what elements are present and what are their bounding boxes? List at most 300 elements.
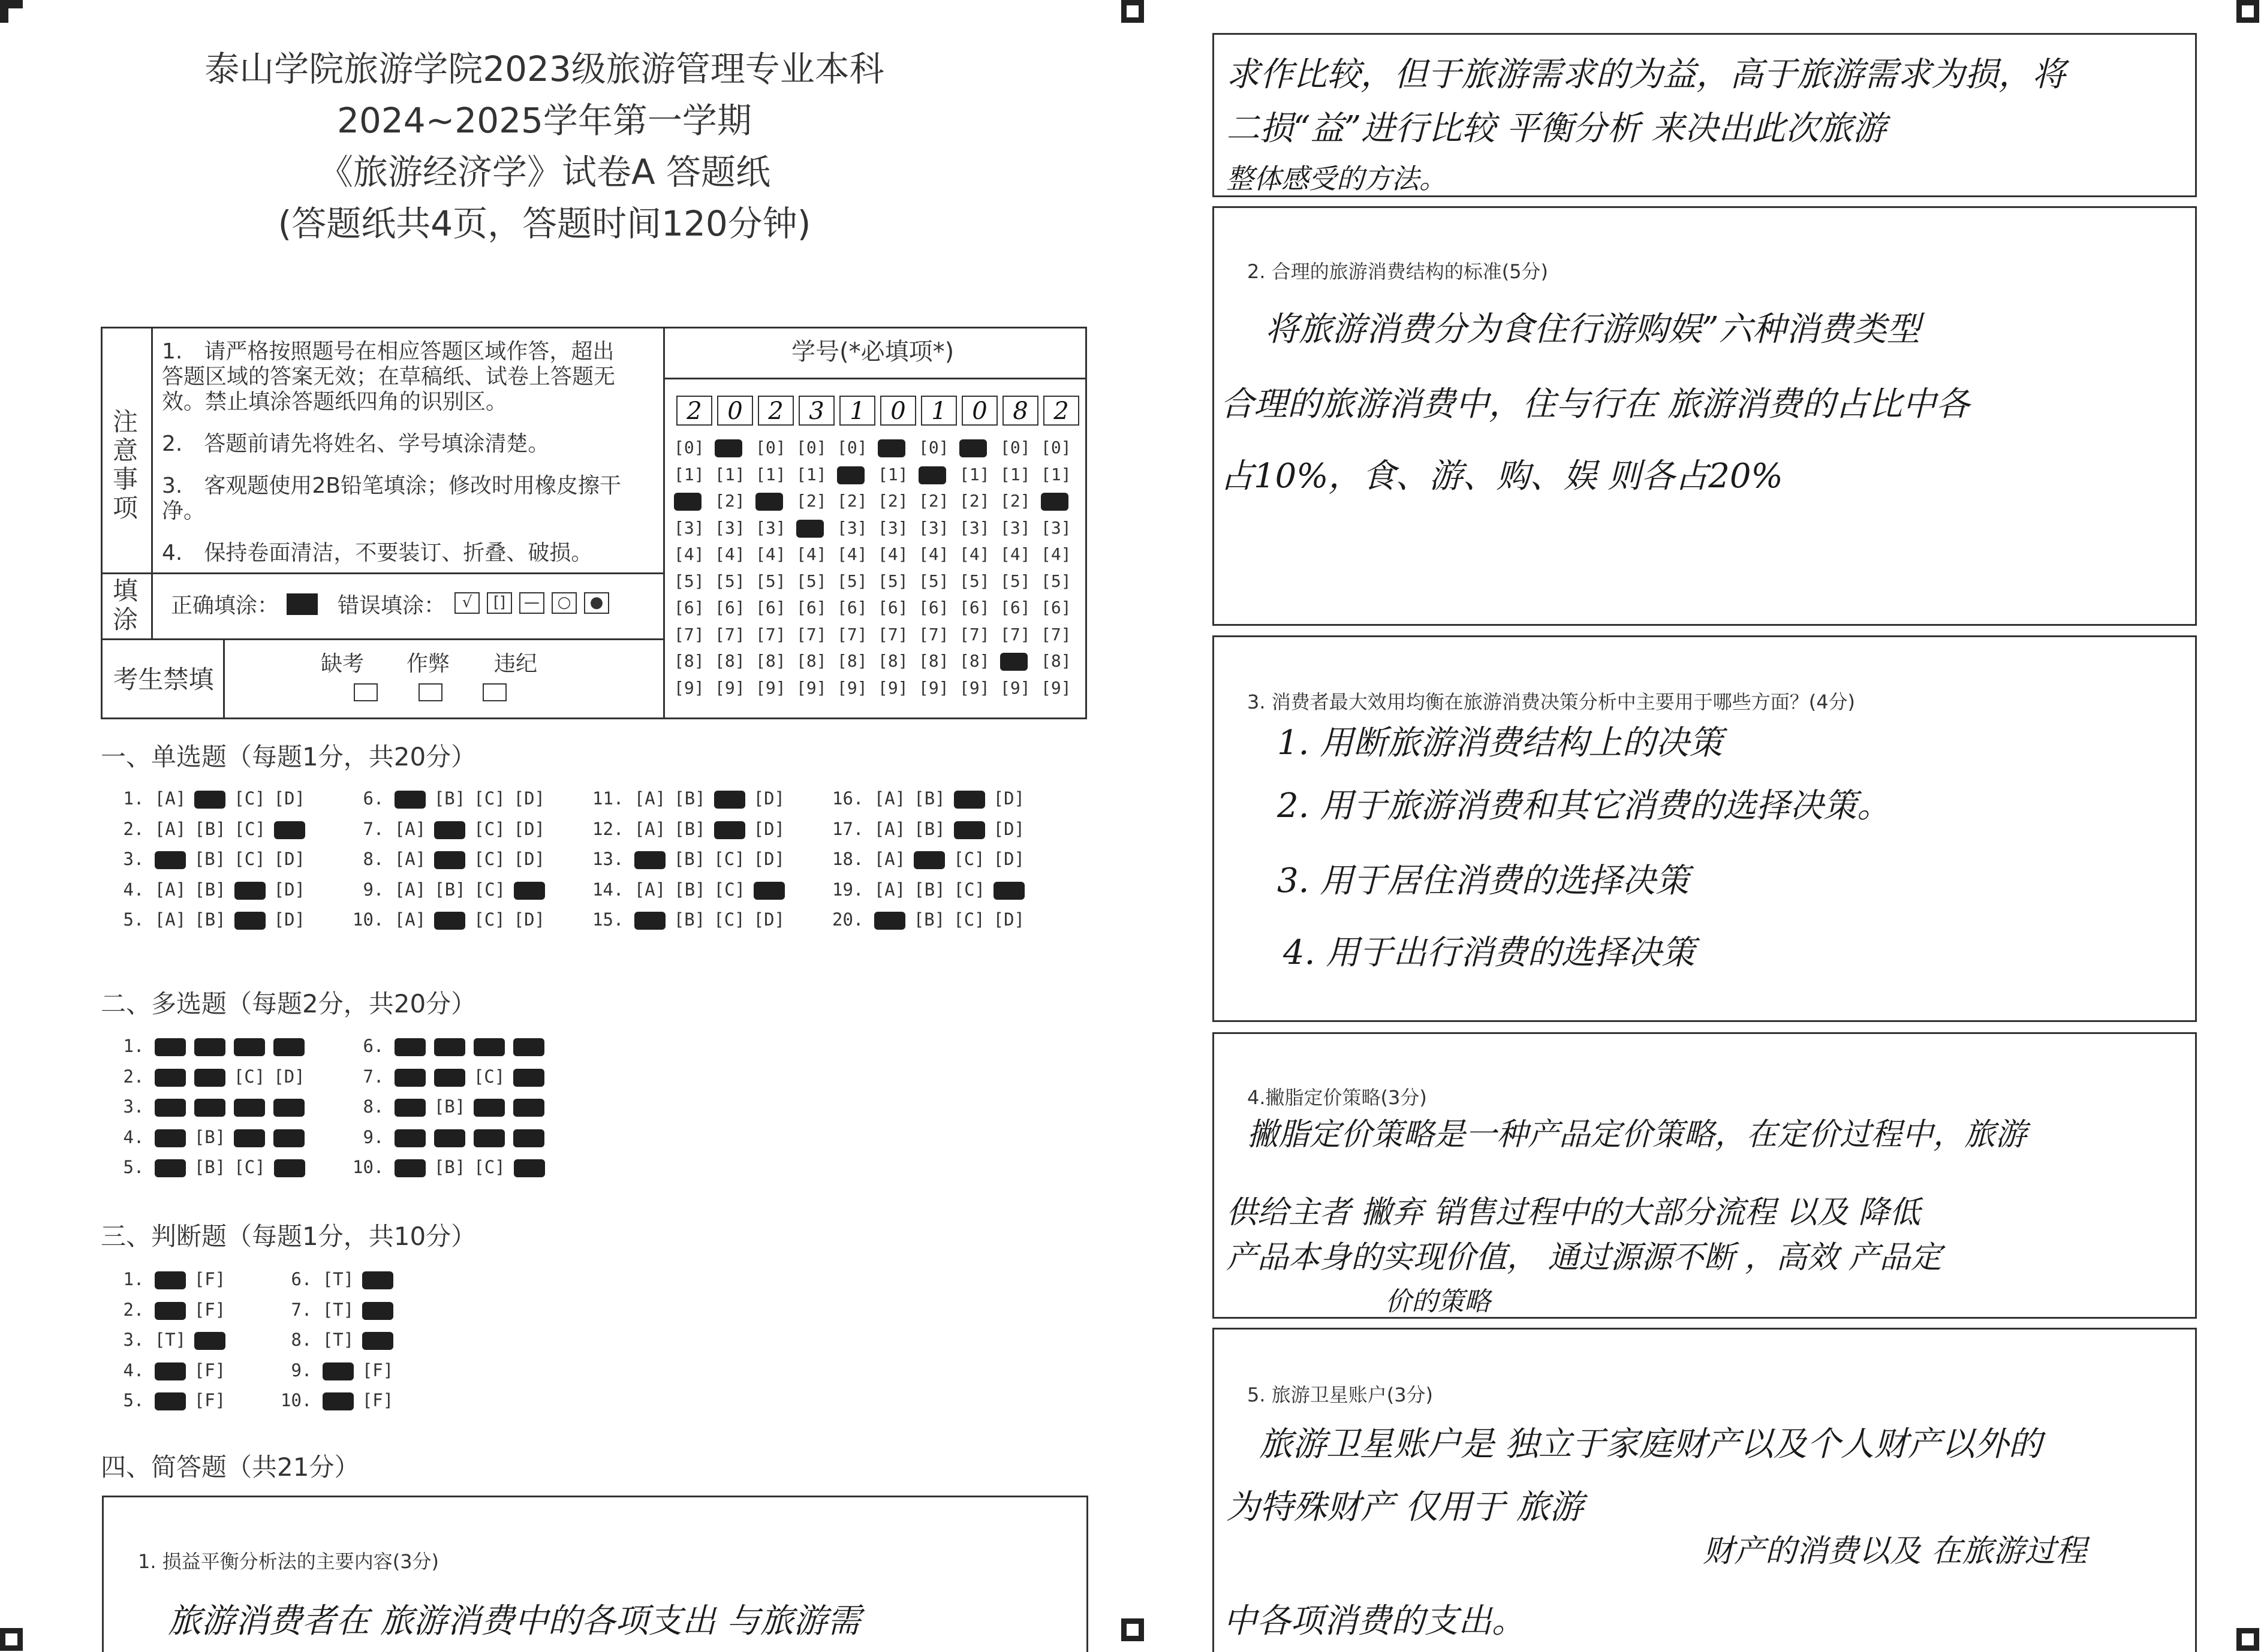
single-choice-bubble[interactable]: [B] (673, 909, 706, 930)
judge-number: 4. (113, 1359, 155, 1380)
multi-choice-bubble[interactable] (194, 1069, 225, 1087)
multi-choice-row (353, 1157, 553, 1177)
multi-choice-bubble[interactable]: [C] (234, 1157, 266, 1177)
student-id-bubble[interactable]: [7] (837, 624, 868, 644)
corner-mark-bottom-left (0, 1628, 23, 1651)
single-choice-bubble[interactable]: [C] (713, 909, 745, 930)
student-id-bubble[interactable]: [1] (755, 464, 786, 484)
multi-choice-bubble[interactable]: [B] (194, 1157, 226, 1177)
judge-bubble[interactable]: [F] (362, 1359, 394, 1380)
multi-choice-bubble[interactable] (395, 1069, 426, 1087)
single-choice-bubble[interactable]: [C] (474, 788, 505, 809)
single-choice-bubble[interactable]: [B] (194, 818, 226, 839)
single-choice-bubble[interactable]: [C] (474, 909, 505, 930)
student-id-bubble[interactable]: [2] (919, 491, 949, 511)
student-id-bubble[interactable]: [6] (715, 598, 745, 617)
student-id-bubble[interactable]: [8] (715, 651, 745, 671)
student-id-bubble[interactable]: [3] (755, 517, 786, 538)
single-choice-number: 11. (592, 788, 634, 809)
single-choice-bubble[interactable]: [D] (753, 788, 785, 809)
multi-choice-bubble[interactable] (513, 1129, 544, 1147)
status-violate-box[interactable] (483, 683, 507, 701)
multi-choice-number: 4. (113, 1126, 155, 1147)
student-id-bubble[interactable]: [5] (796, 571, 827, 591)
student-id-bubble[interactable]: [8] (755, 651, 786, 671)
single-choice-bubble[interactable]: [C] (234, 818, 266, 839)
student-id-bubble[interactable]: [3] (674, 517, 705, 538)
single-choice-bubble[interactable] (234, 912, 266, 930)
judge-bubble[interactable]: [F] (194, 1359, 226, 1380)
single-choice-number: 3. (113, 849, 155, 869)
student-id-bubble[interactable]: [8] (1041, 651, 1071, 671)
student-id-bubble[interactable]: [4] (878, 544, 908, 564)
single-choice-bubble[interactable]: [A] (154, 879, 186, 900)
single-choice-bubble[interactable]: [A] (634, 879, 666, 900)
student-id-bubble[interactable]: [5] (878, 571, 908, 591)
judge-number: 8. (281, 1330, 323, 1350)
student-id-bubble[interactable]: [0] (1041, 438, 1071, 457)
single-choice-row (113, 819, 314, 839)
student-id-bubble[interactable]: [3] (959, 517, 990, 538)
single-choice-bubble[interactable]: [D] (753, 909, 785, 930)
student-id-bubble[interactable] (715, 438, 742, 457)
single-choice-bubble[interactable]: [D] (993, 788, 1025, 809)
multi-choice-bubble[interactable] (513, 1099, 544, 1117)
single-choice-bubble[interactable]: [A] (154, 909, 186, 930)
multi-choice-bubble[interactable]: [C] (474, 1157, 505, 1177)
student-id-bubble[interactable]: [0] (755, 438, 786, 457)
student-id-bubble[interactable] (796, 518, 824, 538)
student-id-bubble[interactable]: [7] (1041, 624, 1071, 644)
single-choice-bubble[interactable] (993, 882, 1025, 900)
single-choice-number: 8. (353, 849, 395, 869)
judge-bubble[interactable] (362, 1302, 393, 1320)
single-choice-bubble[interactable] (954, 791, 985, 809)
student-id-bubble[interactable]: [2] (715, 491, 745, 511)
single-choice-number: 4. (113, 879, 155, 900)
student-id-bubble[interactable]: [6] (919, 598, 949, 617)
judge-number: 9. (281, 1359, 323, 1380)
single-choice-bubble[interactable] (714, 821, 745, 839)
student-id-bubble[interactable]: [2] (959, 491, 990, 511)
single-choice-row (592, 819, 793, 839)
student-id-bubble[interactable] (837, 465, 865, 484)
student-id-bubble[interactable]: [4] (959, 544, 990, 564)
student-id-bubble[interactable]: [7] (796, 624, 827, 644)
wrong-check-mark: √ (454, 592, 480, 614)
multi-choice-bubble[interactable] (274, 1159, 305, 1177)
judge-bubble[interactable]: [T] (322, 1299, 354, 1320)
multi-choice-number: 8. (353, 1096, 395, 1117)
single-choice-bubble[interactable]: [A] (394, 909, 426, 930)
single-choice-bubble[interactable]: [D] (273, 879, 306, 900)
multi-choice-bubble[interactable] (395, 1099, 426, 1117)
multi-choice-bubble[interactable] (513, 1069, 544, 1087)
multi-choice-bubble[interactable] (395, 1129, 426, 1147)
multi-choice-bubble[interactable] (273, 1038, 305, 1056)
student-id-bubble[interactable]: [6] (878, 598, 908, 617)
single-choice-bubble[interactable]: [A] (394, 818, 426, 839)
status-cheat-box[interactable] (419, 683, 442, 701)
multi-choice-bubble[interactable] (273, 1129, 305, 1147)
multi-choice-bubble[interactable] (513, 1038, 544, 1056)
multi-choice-number: 10. (353, 1157, 395, 1177)
student-id-bubble[interactable]: [3] (1000, 517, 1031, 538)
student-id-bubble[interactable]: [7] (674, 624, 705, 644)
multi-choice-row (353, 1036, 553, 1056)
multi-choice-bubble[interactable] (155, 1069, 186, 1087)
multi-choice-bubble[interactable]: [B] (194, 1126, 226, 1147)
student-id-bubble[interactable]: [1] (674, 464, 705, 484)
single-choice-bubble[interactable]: [B] (914, 818, 946, 839)
single-choice-bubble[interactable]: [B] (674, 788, 706, 809)
student-id-bubble[interactable]: [7] (878, 624, 908, 644)
student-id-bubble[interactable]: [7] (715, 624, 745, 644)
student-id-bubble[interactable]: [9] (959, 677, 990, 698)
single-choice-bubble[interactable]: [A] (154, 818, 186, 839)
single-choice-bubble[interactable] (634, 912, 666, 930)
single-choice-bubble[interactable]: [D] (513, 909, 546, 930)
student-id-bubble[interactable]: [4] (837, 544, 868, 564)
single-choice-bubble[interactable] (434, 821, 465, 839)
single-choice-bubble[interactable]: [C] (234, 788, 266, 809)
multi-choice-bubble[interactable] (155, 1099, 186, 1117)
single-choice-bubble[interactable]: [D] (513, 788, 546, 809)
single-choice-bubble[interactable]: [D] (993, 909, 1025, 930)
student-id-bubble[interactable]: [1] (1000, 464, 1031, 484)
single-choice-number: 14. (592, 879, 634, 900)
multi-choice-bubble[interactable] (273, 1099, 305, 1117)
single-choice-bubble[interactable]: [C] (713, 879, 746, 900)
student-id-bubble[interactable]: [4] (796, 544, 827, 564)
multi-choice-bubble[interactable] (474, 1129, 505, 1147)
single-choice-bubble[interactable] (434, 851, 465, 869)
student-id-bubble[interactable]: [0] (674, 438, 705, 457)
single-choice-bubble[interactable]: [D] (753, 818, 785, 839)
student-id-bubble[interactable] (1041, 491, 1068, 511)
student-id-bubble[interactable]: [6] (755, 598, 786, 617)
judge-bubble[interactable]: [T] (322, 1330, 354, 1350)
single-choice-bubble[interactable]: [A] (394, 879, 426, 900)
q1-prompt: 1. 损益平衡分析法的主要内容(3分) (138, 1550, 439, 1573)
student-id-bubble[interactable] (878, 438, 905, 457)
single-choice-bubble[interactable]: [D] (273, 849, 306, 869)
student-id-bubble[interactable]: [5] (755, 571, 786, 591)
fill-correct-sample (287, 593, 318, 615)
single-choice-bubble[interactable]: [A] (874, 849, 906, 869)
student-id-bubble[interactable]: [9] (796, 677, 827, 698)
student-id-digit: 1 (839, 396, 875, 426)
single-choice-bubble[interactable]: [C] (474, 879, 506, 900)
notice-item-4: 4. 保持卷面清洁，不要装订、折叠、破损。 (162, 541, 593, 565)
single-choice-bubble[interactable]: [A] (394, 849, 426, 869)
single-choice-row (832, 788, 1033, 809)
multi-choice-row (113, 1066, 314, 1087)
single-choice-bubble[interactable] (274, 821, 305, 839)
multi-choice-bubble[interactable] (434, 1038, 465, 1056)
student-id-bubble[interactable]: [1] (959, 464, 990, 484)
judge-bubble[interactable]: [T] (322, 1269, 354, 1289)
single-choice-bubble[interactable]: [C] (953, 879, 986, 900)
single-choice-bubble[interactable]: [A] (874, 788, 906, 809)
student-id-bubble[interactable]: [2] (1000, 491, 1031, 511)
judge-number: 5. (113, 1390, 155, 1410)
single-choice-bubble[interactable] (155, 851, 186, 869)
multi-choice-bubble[interactable] (395, 1159, 426, 1177)
single-choice-heading: 一、单选题（每题1分，共20分） (101, 742, 477, 771)
judge-row (281, 1300, 402, 1320)
student-id-bubble[interactable]: [7] (755, 624, 786, 644)
student-id-bubble[interactable]: [9] (755, 677, 786, 698)
student-id-bubble[interactable]: [9] (674, 677, 705, 698)
student-id-bubble[interactable]: [2] (878, 491, 908, 511)
single-choice-bubble[interactable]: [D] (753, 849, 785, 869)
single-choice-bubble[interactable]: [D] (513, 849, 546, 869)
single-choice-bubble[interactable]: [B] (194, 909, 226, 930)
student-id-bubble[interactable]: [1] (715, 464, 745, 484)
student-id-bubble[interactable]: [3] (878, 517, 908, 538)
student-id-bubble[interactable]: [1] (796, 464, 827, 484)
multi-choice-bubble[interactable] (194, 1099, 225, 1117)
q3-answer-line-4: 4. 用于出行消费的选择决策 (1283, 933, 1696, 972)
q3-answer-line-2: 2. 用于旅游消费和其它消费的选择决策。 (1277, 786, 1891, 825)
multi-choice-bubble[interactable] (155, 1038, 186, 1056)
single-choice-bubble[interactable]: [A] (874, 879, 906, 900)
student-id-bubble[interactable]: [7] (959, 624, 990, 644)
student-id-bubble[interactable]: [4] (715, 544, 745, 564)
student-id-bubble[interactable]: [4] (1000, 544, 1031, 564)
single-choice-bubble[interactable]: [B] (913, 909, 946, 930)
student-id-bubble[interactable]: [8] (919, 651, 949, 671)
single-choice-bubble[interactable] (634, 851, 666, 869)
multi-choice-bubble[interactable]: [C] (473, 1066, 505, 1087)
student-id-bubble[interactable]: [9] (919, 677, 949, 698)
student-id-bubble[interactable]: [6] (1000, 598, 1031, 617)
student-id-bubble[interactable]: [8] (837, 651, 868, 671)
judge-bubble[interactable] (323, 1392, 354, 1410)
single-choice-bubble[interactable]: [A] (634, 818, 666, 839)
multi-choice-bubble[interactable] (395, 1038, 426, 1056)
single-choice-bubble[interactable] (954, 821, 985, 839)
student-id-bubble[interactable]: [3] (919, 517, 949, 538)
single-choice-bubble[interactable]: [C] (953, 849, 985, 869)
multi-choice-bubble[interactable] (234, 1129, 265, 1147)
status-absent-box[interactable] (354, 683, 378, 701)
single-choice-bubble[interactable]: [D] (513, 818, 546, 839)
student-id-bubble[interactable]: [8] (796, 651, 827, 671)
student-id-bubble[interactable]: [2] (837, 491, 868, 511)
single-choice-number: 1. (113, 788, 155, 809)
judge-bubble[interactable] (155, 1392, 186, 1410)
student-id-bubble[interactable]: [6] (1041, 598, 1071, 617)
judge-bubble[interactable] (155, 1271, 186, 1289)
judge-bubble[interactable]: [F] (362, 1390, 394, 1410)
multi-choice-bubble[interactable]: [B] (433, 1096, 466, 1117)
judge-bubble[interactable]: [T] (154, 1330, 186, 1350)
student-id-bubble[interactable]: [2] (796, 491, 827, 511)
judge-number: 10. (281, 1390, 323, 1410)
student-id-bubble[interactable]: [6] (674, 598, 705, 617)
single-choice-bubble[interactable]: [C] (474, 818, 505, 839)
single-choice-bubble[interactable]: [B] (914, 788, 946, 809)
student-id-bubble[interactable]: [5] (715, 571, 745, 591)
student-id-bubble[interactable]: [3] (1041, 517, 1071, 538)
multi-choice-bubble[interactable] (155, 1129, 186, 1147)
single-choice-bubble[interactable] (434, 912, 465, 930)
judge-bubble[interactable]: [F] (194, 1269, 226, 1289)
q5-answer-line-2: 为特殊财产 仅用于 旅游 (1226, 1488, 1583, 1527)
single-choice-number: 2. (113, 818, 155, 839)
multi-choice-bubble[interactable]: [C] (233, 1066, 266, 1087)
student-id-bubble[interactable] (674, 491, 702, 511)
single-choice-bubble[interactable]: [A] (874, 818, 906, 839)
single-choice-bubble[interactable]: [A] (634, 788, 666, 809)
judge-bubble[interactable]: [F] (194, 1390, 226, 1410)
multi-choice-bubble[interactable] (234, 1038, 265, 1056)
student-id-digit: 2 (758, 396, 794, 426)
student-id-bubble[interactable]: [5] (919, 571, 949, 591)
judge-bubble[interactable]: [F] (194, 1299, 226, 1320)
student-id-bubble[interactable]: [9] (1041, 677, 1071, 698)
student-id-bubble[interactable]: [1] (878, 464, 908, 484)
judge-bubble[interactable] (362, 1271, 393, 1289)
multi-choice-bubble[interactable] (474, 1099, 505, 1117)
single-choice-bubble[interactable] (234, 882, 266, 900)
multi-choice-bubble[interactable] (434, 1129, 465, 1147)
student-id-bubble[interactable]: [5] (1000, 571, 1031, 591)
student-id-bubble[interactable]: [1] (1041, 464, 1071, 484)
student-id-bubble[interactable]: [8] (674, 651, 705, 671)
single-choice-bubble[interactable]: [C] (713, 849, 745, 869)
single-choice-bubble[interactable]: [D] (993, 849, 1025, 869)
corner-mark-top-middle (1121, 0, 1144, 23)
student-id-bubble[interactable]: [8] (878, 651, 908, 671)
single-choice-bubble[interactable]: [D] (993, 818, 1025, 839)
single-choice-bubble[interactable] (914, 851, 945, 869)
student-id-bubble[interactable] (755, 491, 783, 511)
single-choice-bubble[interactable] (514, 882, 545, 900)
judge-bubble[interactable] (155, 1302, 186, 1320)
multi-choice-bubble[interactable] (194, 1038, 225, 1056)
single-choice-number: 5. (113, 909, 155, 930)
single-choice-bubble[interactable]: [B] (914, 879, 946, 900)
q2-answer-line-1: 将旅游消费分为食住行游购娱”六种消费类型 (1265, 310, 1920, 349)
student-id-bubble[interactable]: [0] (837, 438, 868, 457)
corner-mark-top-right (2236, 0, 2259, 23)
notice-item-3: 3. 客观题使用2B铅笔填涂；修改时用橡皮擦干净。 (162, 474, 621, 523)
single-choice-bubble[interactable]: [B] (434, 879, 466, 900)
multi-choice-bubble[interactable]: [D] (273, 1066, 305, 1087)
student-id-bubble[interactable]: [4] (1041, 544, 1071, 564)
multi-choice-bubble[interactable] (434, 1069, 465, 1087)
single-choice-bubble[interactable]: [C] (234, 849, 266, 869)
short-answer-heading: 四、简答题（共21分） (101, 1452, 360, 1482)
student-id-bubble[interactable]: [3] (837, 517, 868, 538)
judge-row (113, 1300, 234, 1320)
single-choice-number: 7. (353, 818, 395, 839)
single-choice-number: 17. (832, 818, 874, 839)
single-choice-bubble[interactable]: [B] (194, 849, 226, 869)
notice-item-1: 1. 请严格按照题号在相应答题区域作答，超出答题区域的答案无效；在草稿纸、试卷上答题无效。禁止填涂答题纸四角的识别区。 (162, 339, 616, 414)
single-choice-bubble[interactable]: [B] (674, 818, 706, 839)
judge-bubble[interactable] (194, 1332, 225, 1350)
q2-answer-line-2: 合理的旅游消费中，住与行在 旅游消费的占比中各 (1220, 385, 1970, 424)
student-id-bubble[interactable] (1000, 651, 1028, 671)
multi-choice-bubble[interactable] (474, 1038, 505, 1056)
multi-choice-bubble[interactable]: [B] (433, 1157, 466, 1177)
single-choice-number: 13. (592, 849, 634, 869)
multi-choice-number: 3. (113, 1096, 155, 1117)
student-id-bubble[interactable]: [6] (959, 598, 990, 617)
q2-answer-line-3: 占10%，食、游、购、娱 则各占20% (1220, 457, 1783, 496)
single-choice-bubble[interactable] (714, 791, 745, 809)
student-id-bubble[interactable]: [9] (837, 677, 868, 698)
student-id-bubble[interactable]: [0] (919, 438, 949, 457)
multi-choice-bubble[interactable] (234, 1099, 265, 1117)
student-id-bubble[interactable]: [0] (1000, 438, 1031, 457)
judge-bubble[interactable] (323, 1362, 354, 1380)
student-id-bubble[interactable]: [5] (1041, 571, 1071, 591)
student-id-bubble[interactable]: [5] (959, 571, 990, 591)
q4-answer-line-4: 价的策略 (1385, 1286, 1491, 1317)
student-id-bubble[interactable]: [6] (837, 598, 868, 617)
single-choice-bubble[interactable]: [B] (433, 788, 466, 809)
student-id-bubble[interactable]: [8] (959, 651, 990, 671)
judge-bubble[interactable] (155, 1362, 186, 1380)
student-id-bubble[interactable]: [4] (674, 544, 705, 564)
single-choice-bubble[interactable] (754, 882, 785, 900)
student-id-bubble[interactable]: [6] (796, 598, 827, 617)
judge-number: 6. (281, 1269, 323, 1289)
single-choice-bubble[interactable]: [B] (194, 879, 226, 900)
single-choice-bubble[interactable] (395, 791, 426, 809)
q1-answer-line-4: 整体感受的方法。 (1226, 162, 1447, 195)
student-id-bubble[interactable]: [7] (919, 624, 949, 644)
student-id-bubble[interactable]: [9] (878, 677, 908, 698)
student-id-bubble[interactable]: [9] (1000, 677, 1031, 698)
single-choice-bubble[interactable] (874, 912, 905, 930)
student-id-bubble[interactable] (959, 438, 987, 457)
single-choice-bubble[interactable]: [D] (273, 909, 306, 930)
judge-row (113, 1330, 234, 1350)
single-choice-bubble[interactable]: [C] (953, 909, 985, 930)
multi-choice-bubble[interactable] (155, 1159, 186, 1177)
header-duration-line: (答题纸共4页，答题时间120分钟) (278, 203, 811, 244)
single-choice-bubble[interactable]: [B] (673, 849, 706, 869)
single-choice-row (353, 849, 553, 869)
single-choice-bubble[interactable]: [B] (674, 879, 706, 900)
student-id-bubble[interactable]: [3] (715, 517, 745, 538)
single-choice-number: 19. (832, 879, 874, 900)
single-choice-bubble[interactable]: [A] (154, 788, 186, 809)
student-id-bubble[interactable]: [4] (755, 544, 786, 564)
corner-mark-bottom-middle (1121, 1618, 1144, 1641)
student-id-bubble[interactable]: [4] (919, 544, 949, 564)
student-id-bubble[interactable]: [7] (1000, 624, 1031, 644)
single-choice-bubble[interactable] (194, 791, 225, 809)
judge-bubble[interactable] (362, 1332, 393, 1350)
multi-choice-bubble[interactable] (514, 1159, 545, 1177)
student-id-bubble[interactable]: [5] (674, 571, 705, 591)
single-choice-bubble[interactable]: [C] (474, 849, 505, 869)
multi-choice-number: 1. (113, 1036, 155, 1056)
student-id-bubble[interactable]: [9] (715, 677, 745, 698)
student-id-bubble[interactable]: [0] (796, 438, 827, 457)
student-id-bubble[interactable]: [5] (837, 571, 868, 591)
judge-row (281, 1269, 402, 1289)
single-choice-bubble[interactable]: [D] (273, 788, 306, 809)
student-id-bubble[interactable] (919, 465, 946, 484)
